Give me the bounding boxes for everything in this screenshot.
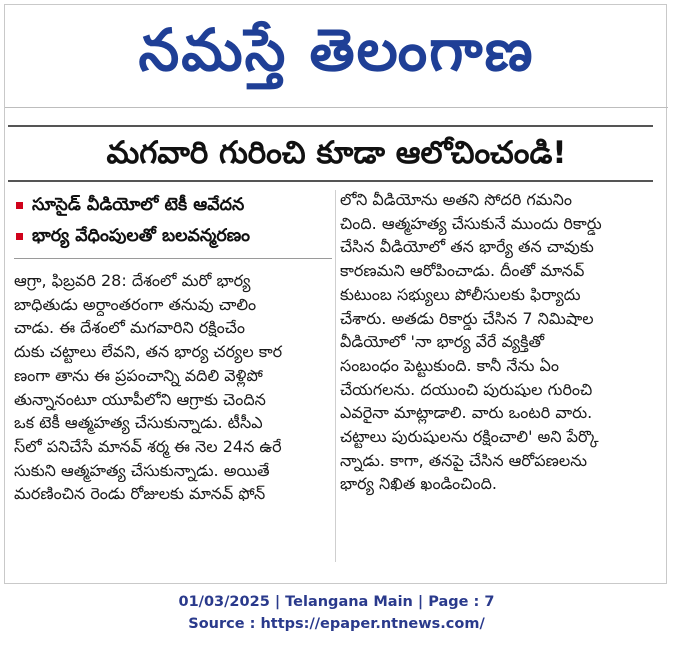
body-line: చాడు. ఈ దేశంలో మగవారిని రక్షించేం [14, 318, 245, 338]
body-line: ఒక టెకీ ఆత్మహత్య చేసుకున్నాడు. టీసీఎ [14, 413, 263, 433]
bullet-point [14, 190, 332, 221]
article-right-column [340, 188, 660, 496]
body-line: స్‌లో పనిచేసే మానవ్ శర్మ ఈ నెల 24న ఉరే [14, 436, 282, 456]
body-line: న్నాడు. కాగా, తనపై చేసిన ఆరోపణలను [340, 450, 587, 470]
body-line: లోని వీడియోను అతని సోదరి గమనిం [340, 190, 572, 209]
footer-dateline: 01/03/2025 | Telangana Main | Page : 7 [178, 594, 495, 610]
body-line: చేయగలను. దయుంచి పురుషుల గురించి [340, 379, 593, 399]
headline-top-rule [8, 125, 653, 127]
body-line: దుకు చట్టాలు లేవని, తన భార్య చర్యల కార [14, 342, 283, 362]
masthead-title: నమస్తే తెలంగాణ [138, 16, 535, 84]
article-headline: మగవారి గురించి కూడా ఆలోచించండి! [106, 135, 567, 171]
bullet-marker-icon [16, 202, 23, 209]
body-line: చేశారు. అతడు రికార్డు చేసిన 7 నిమిషాల [340, 308, 594, 328]
body-line: తున్నానంటూ యూపీలోని ఆగ్రాకు చెందిన [14, 389, 266, 409]
body-line: కుటుంబ సభ్యులు పోలీసులకు ఫిర్యాదు [340, 284, 581, 304]
headline-bottom-rule [8, 180, 653, 182]
body-line: ఎవరైనా మాట్లాడాలి. వారు ఒంటరి వారు. [340, 403, 593, 423]
masthead [5, 5, 668, 108]
body-line: భార్య నిఖిత ఖండించింది. [340, 474, 498, 494]
body-line: ణంగా తాను ఈ ప్రపంచాన్ని వదిలి వెళ్లిపో [14, 365, 263, 385]
body-line: చింది. ఆత్మహత్య చేసుకునే ముందు రికార్డు [340, 213, 602, 233]
body-line: సుకుని ఆత్మహత్య చేసుకున్నాడు. అయితే [14, 460, 270, 480]
body-line: వీడియోలో 'నా భార్య వేరే వ్యక్తితో [340, 332, 545, 352]
bullet-marker-icon [16, 233, 23, 240]
body-line: బాధితుడు అర్ధాంతరంగా తనువు చాలిం [14, 294, 257, 314]
body-line: చట్టాలు పురుషులను రక్షించాలి' అని పేర్కొ [340, 427, 599, 447]
footer-source-link[interactable]: Source : https://epaper.ntnews.com/ [188, 616, 485, 632]
bullet-divider [14, 258, 332, 259]
body-line: మరణించిన రెండు రోజులకు మానవ్ ఫోన్ [14, 484, 266, 504]
body-line: చేసిన వీడియోలో తన భార్యే తన చావుకు [340, 237, 594, 257]
body-line: కారణమని ఆరోపించాడు. దీంతో మానవ్ [340, 261, 585, 281]
bullet-point [14, 221, 332, 252]
body-line: సంబంధం పెట్టుకుంది. కానీ నేను ఏం [340, 355, 559, 375]
bullet-text: భార్య వేధింపులతో బలవన్మరణం [32, 226, 251, 246]
body-line: ఆగ్రా, ఫిబ్రవరి 28: దేశంలో మరో భార్య [14, 271, 251, 290]
column-divider [335, 190, 336, 562]
article-left-column [14, 190, 332, 506]
bullet-text: సూసైడ్ వీడియోలో టెకీ ఆవేదన [32, 195, 245, 215]
